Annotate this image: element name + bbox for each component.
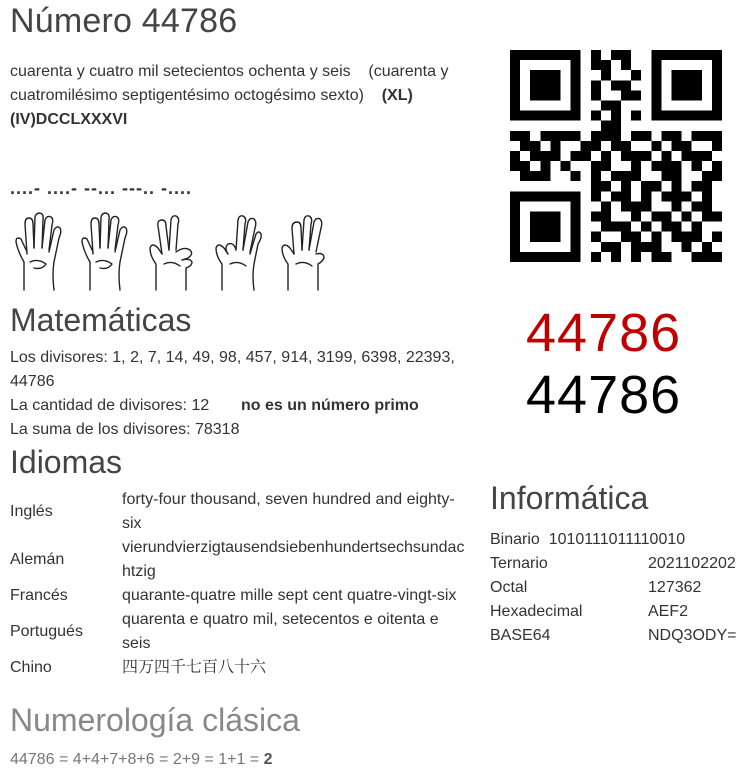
informatica-heading: Informática	[490, 480, 649, 516]
octal-label: Octal	[490, 579, 528, 596]
hand-sign-icon	[12, 212, 68, 292]
languages-heading: Idiomas	[10, 444, 123, 480]
hex-value: AEF2	[648, 603, 689, 620]
language-row	[10, 584, 470, 608]
language-value: quarenta e quatro mil, setecentos e oitenta e seis	[122, 611, 439, 652]
hand-sign-icon	[276, 212, 332, 292]
language-value: quarante-quatre mille sept cent quatre-vingt-six	[122, 587, 457, 604]
language-value: 四万四千七百八十六	[122, 659, 267, 676]
octal-value: 127362	[648, 579, 702, 596]
language-name: Alemán	[10, 551, 65, 568]
hand-sign-icon	[144, 212, 200, 292]
language-row	[10, 656, 470, 680]
hand-sign-icon	[78, 212, 134, 292]
roman-numeral: (XL)(IV)DCCLXXXVI	[10, 87, 413, 128]
divisor-count-label: La cantidad de divisores:	[10, 397, 187, 414]
divisor-sum-line	[10, 418, 239, 442]
page-title: Número 44786	[10, 2, 238, 40]
language-value: forty-four thousand, seven hundred and eighty-six	[122, 491, 455, 532]
hex-label: Hexadecimal	[490, 603, 583, 620]
binary-label: Binario	[490, 531, 540, 548]
ternary-label: Ternario	[490, 555, 548, 572]
spanish-words: cuarenta y cuatro mil setecientos ochenta y seis	[10, 63, 351, 80]
morse-code: ....- ....- --... ---.. -....	[10, 178, 192, 198]
language-name: Portugués	[10, 623, 83, 640]
binary-row	[490, 528, 685, 552]
hand-sign-icon	[210, 212, 266, 292]
divisors-label: Los divisores:	[10, 349, 108, 366]
math-heading: Matemáticas	[10, 302, 192, 338]
big-number-black: 44786	[526, 365, 682, 425]
divisor-sum-label: La suma de los divisores:	[10, 421, 191, 438]
divisor-sum-value: 78318	[194, 421, 240, 438]
big-number-red: 44786	[526, 303, 682, 363]
sign-language-hands	[12, 212, 332, 292]
numerology-formula-line	[10, 748, 273, 772]
language-name: Chino	[10, 659, 52, 676]
numerology-formula: 44786 = 4+4+7+8+6 = 2+9 = 1+1 =	[10, 751, 260, 768]
number-in-words	[10, 60, 470, 132]
ternary-value: 2021102202	[648, 555, 736, 572]
divisors-line	[10, 346, 470, 394]
base64-label: BASE64	[490, 627, 551, 644]
language-row	[10, 488, 470, 536]
numerology-result: 2	[263, 751, 273, 768]
language-row	[10, 608, 470, 656]
prime-status: no es un número primo	[241, 397, 419, 414]
divisors-values: 1, 2, 7, 14, 49, 98, 457, 914, 3199, 6398, 22393, 44786	[10, 349, 455, 390]
divisor-count-line	[10, 394, 209, 418]
divisor-count-value: 12	[191, 397, 210, 414]
binary-value: 1010111011110010	[548, 531, 686, 548]
language-row	[10, 536, 470, 584]
language-name: Francés	[10, 587, 68, 604]
numerology-heading: Numerología clásica	[10, 702, 300, 738]
qr-code	[510, 50, 722, 262]
language-name: Inglés	[10, 503, 53, 520]
ordinal-words: (cuarenta y cuatromilésimo septigentésimo octogésimo sexto)	[10, 63, 449, 104]
languages-table	[10, 488, 470, 680]
language-value: vierundvierzigtausendsiebenhundertsechsundachtzig	[122, 539, 465, 580]
base64-value: NDQ3ODY=	[648, 627, 737, 644]
